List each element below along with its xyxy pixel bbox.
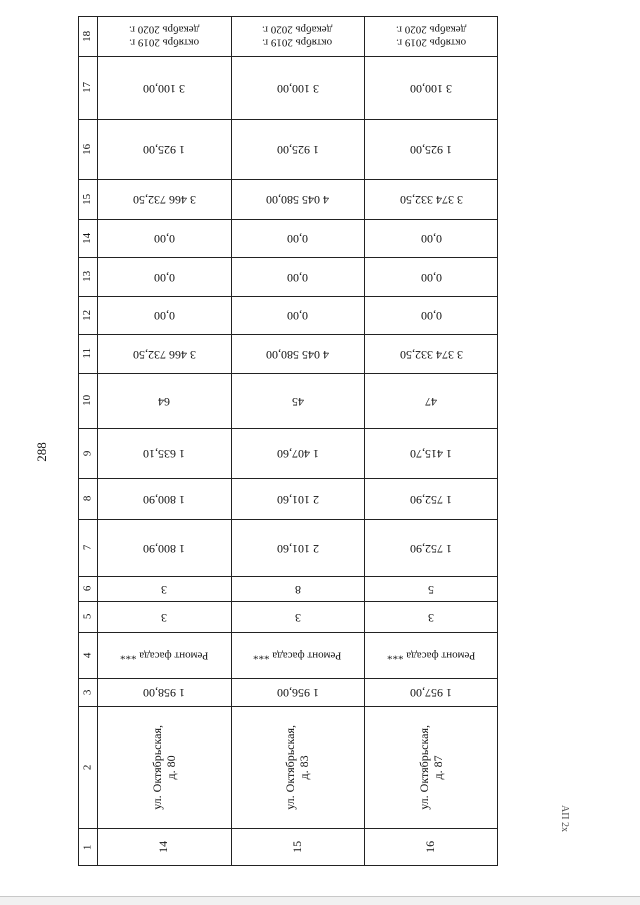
column-header-label: 1 [81,844,94,850]
cell-value-col12: 0,00 [420,308,442,323]
table-cell [364,119,498,179]
column-header-label: 2 [81,764,94,770]
column-header-label: 4 [81,652,94,658]
table-cell [364,706,498,828]
table-cell [231,478,364,519]
table-cell [231,706,364,828]
column-header-label: 16 [81,143,94,155]
table-cell [231,296,364,334]
address [283,725,312,810]
address-street: ул. Октябрьская, [283,724,298,810]
row-number: 16 [423,840,438,853]
cell-value-col6: 5 [428,582,434,597]
table-cell [97,16,231,56]
cell-value-col11: 3 466 732,50 [132,347,196,362]
column-header [78,179,97,219]
table-cell [364,478,498,519]
table-cell [364,257,498,296]
address [150,725,179,810]
column-header [78,478,97,519]
cell-value-col14: 0,00 [420,231,442,246]
cell-value-col11: 3 374 332,50 [399,347,463,362]
table-cell [231,16,364,56]
table-cell [97,296,231,334]
period-end: декабрь 2020 г. [262,24,333,36]
table-cell [364,632,498,678]
cell-value-col17: 3 100,00 [276,81,319,96]
cell-value-col10: 64 [158,394,170,409]
cell-value-col14: 0,00 [287,231,308,246]
cell-value-col13: 0,00 [420,270,442,285]
column-header-label: 18 [81,30,94,42]
cell-value-col12: 0,00 [153,308,175,323]
cell-value-col15: 3 466 732,50 [132,192,196,207]
table-cell [231,334,364,373]
table-cell [97,428,231,478]
table-cell [97,373,231,428]
column-header-label: 12 [81,309,94,321]
cell-value-col7: 1 752,90 [410,541,452,556]
table-cell [231,828,364,866]
period-start: октябрь 2019 г. [128,36,200,49]
column-header [78,576,97,601]
column-header-label: 3 [81,689,94,695]
period-end: декабрь 2020 г. [395,24,467,36]
column-header [78,601,97,632]
column-header [78,119,97,179]
cell-value-col13: 0,00 [287,270,308,285]
table-cell [97,601,231,632]
table-cell [364,56,498,119]
table-cell [231,519,364,576]
cell-value-col14: 0,00 [153,231,175,246]
table-cell [231,576,364,601]
table-cell [97,56,231,119]
column-header-label: 9 [81,450,94,456]
row-number: 15 [289,840,304,853]
cell-value-col9: 1 635,10 [143,446,185,461]
table-cell [231,56,364,119]
cell-value-col5: 3 [294,610,301,625]
work-period [396,23,466,48]
column-header [78,56,97,119]
table-cell [97,519,231,576]
cell-value-col5: 3 [428,610,434,625]
work-period [262,23,332,48]
column-header [78,334,97,373]
column-header-label: 15 [81,193,94,205]
column-header-label: 6 [81,585,94,592]
column-header [78,519,97,576]
column-header-label: 17 [81,81,94,93]
cell-value-col16: 1 925,00 [143,142,185,157]
column-header [78,16,97,56]
cell-value-col11: 4 045 580,00 [266,347,329,362]
page-number: 288 [34,442,49,462]
column-header [78,632,97,678]
column-header [78,219,97,257]
cell-value-col8: 1 752,90 [410,492,452,507]
table-cell [97,678,231,706]
table-cell [364,576,498,601]
table-cell [97,334,231,373]
column-header-label: 5 [81,613,94,620]
table-cell [231,632,364,678]
address-street: ул. Октябрьская, [149,724,164,810]
page-bottom-divider [0,896,640,897]
table-cell [231,428,364,478]
column-header [78,828,97,866]
work-period [129,23,199,48]
table-cell [97,179,231,219]
period-end: декабрь 2020 г. [128,24,200,36]
table-cell [364,334,498,373]
page-stamp: АП 2х [559,805,570,832]
cell-value-col7: 2 101,60 [276,541,319,556]
table-cell [364,373,498,428]
table-cell [97,219,231,257]
period-start: октябрь 2019 г. [395,36,467,49]
cell-value-col17: 3 100,00 [143,81,185,96]
table-cell [364,296,498,334]
table-cell [231,601,364,632]
cell-value-col9: 1 415,70 [410,446,452,461]
cell-value-col15: 3 374 332,50 [399,192,463,207]
column-header [78,678,97,706]
table-cell [364,16,498,56]
column-header [78,257,97,296]
table-cell [231,119,364,179]
table-cell [97,706,231,828]
column-header-label: 10 [81,394,94,406]
column-header [78,706,97,828]
cell-value-col13: 0,00 [153,270,175,285]
period-start: октябрь 2019 г. [262,36,333,49]
table-cell [231,678,364,706]
cell-value-col6: 3 [161,582,167,597]
table-cell [97,257,231,296]
table-cell [231,373,364,428]
cell-value-col10: 47 [425,394,437,409]
cell-value-col3: 1 957,00 [410,685,452,700]
column-header [78,373,97,428]
column-header-label: 13 [81,270,94,282]
cell-value-col17: 3 100,00 [410,81,452,96]
cell-value-col3: 1 956,00 [276,685,319,700]
cell-value-col12: 0,00 [287,308,308,323]
table-cell [97,828,231,866]
cell-value-col4: Ремонт фасада *** [253,649,342,662]
cell-value-col16: 1 925,00 [276,142,319,157]
table-cell [97,478,231,519]
address-house: д. 80 [164,754,178,780]
cell-value-col4: Ремонт фасада *** [119,649,209,662]
cell-value-col15: 4 045 580,00 [266,192,329,207]
column-header [78,428,97,478]
column-header-label: 7 [81,544,94,551]
cell-value-col10: 45 [291,394,304,409]
table-cell [364,428,498,478]
cell-value-col9: 1 407,60 [276,446,319,461]
column-header-label: 11 [81,348,94,359]
column-header-label: 8 [81,495,94,502]
address-street: ул. Октябрьская, [416,724,431,810]
table-cell [364,179,498,219]
table-cell [231,219,364,257]
table-cell [231,257,364,296]
cell-value-col8: 2 101,60 [276,492,319,507]
cell-value-col7: 1 800,90 [143,541,185,556]
table-cell [364,601,498,632]
table-cell [97,576,231,601]
cell-value-col5: 3 [161,610,167,625]
row-number: 14 [156,840,171,853]
cell-value-col6: 8 [294,582,301,597]
table-cell [364,219,498,257]
cell-value-col3: 1 958,00 [143,685,185,700]
table-cell [364,678,498,706]
cell-value-col16: 1 925,00 [410,142,452,157]
table-cell [231,179,364,219]
data-table [78,16,498,866]
column-header [78,296,97,334]
table-cell [97,119,231,179]
address-house: д. 83 [297,754,312,780]
column-header-label: 14 [81,232,94,244]
address [417,725,446,810]
table-cell [364,519,498,576]
table-cell [97,632,231,678]
cell-value-col4: Ремонт фасада *** [386,649,476,662]
cell-value-col8: 1 800,90 [143,492,185,507]
table-cell [364,828,498,866]
address-house: д. 87 [431,754,445,780]
